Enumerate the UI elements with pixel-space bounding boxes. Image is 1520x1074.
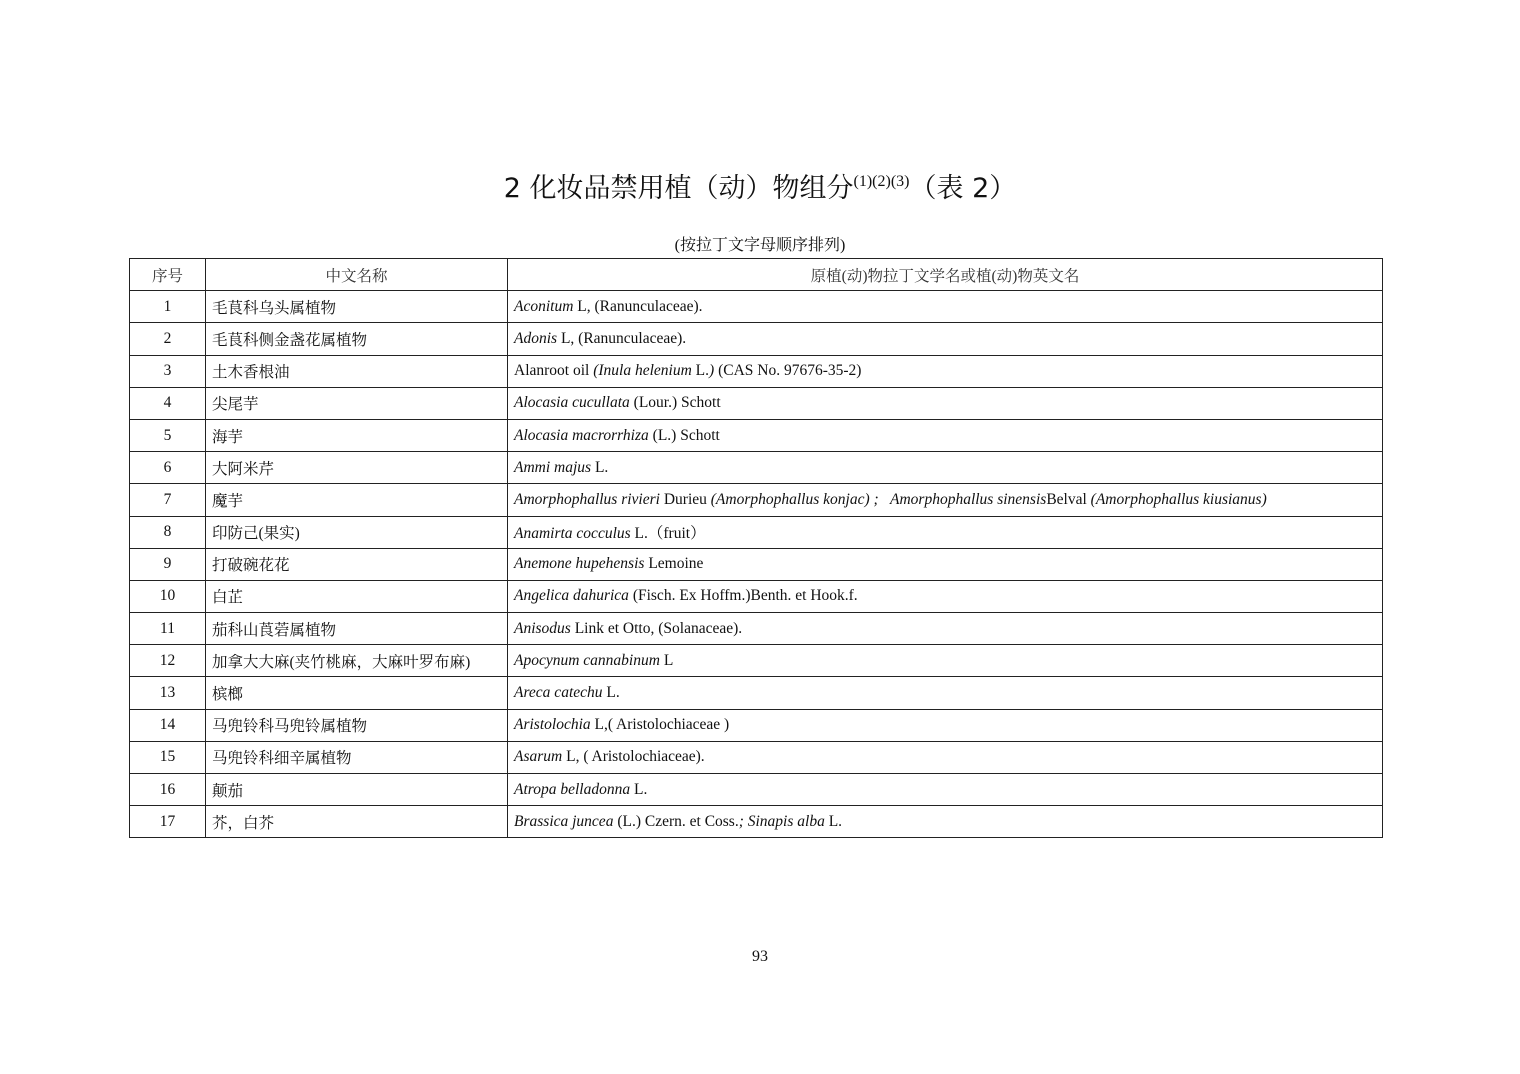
row-chinese-name: 毛茛科乌头属植物 <box>206 291 508 323</box>
latin-segment: Durieu <box>659 490 711 508</box>
document-title <box>0 166 1520 205</box>
row-serial-number: 14 <box>130 709 206 741</box>
row-serial-number: 13 <box>130 677 206 709</box>
row-chinese-name: 加拿大大麻(夹竹桃麻，大麻叶罗布麻) <box>206 645 508 677</box>
row-latin-name <box>508 323 1383 355</box>
row-latin-name <box>508 452 1383 484</box>
row-serial-number: 3 <box>130 355 206 387</box>
row-chinese-name: 芥，白芥 <box>206 806 508 838</box>
table-row <box>130 741 1383 773</box>
latin-italic-segment: Atropa belladonna <box>514 780 631 798</box>
row-serial-number: 4 <box>130 387 206 419</box>
latin-italic-segment: Asarum <box>514 748 563 766</box>
latin-segment: (CAS No. 97676-35-2) <box>714 362 862 380</box>
row-chinese-name: 印防己(果实) <box>206 516 508 548</box>
latin-segment: L. <box>602 684 620 702</box>
latin-segment: (Lour.) Schott <box>629 394 721 412</box>
row-chinese-name: 槟榔 <box>206 677 508 709</box>
latin-italic-segment: Anemone hupehensis <box>514 555 645 573</box>
latin-segment: (L.) Schott <box>648 426 720 444</box>
title-footnote-refs: (1)(2)(3) <box>853 173 910 190</box>
row-serial-number: 2 <box>130 323 206 355</box>
row-latin-name <box>508 516 1383 548</box>
latin-italic-segment: Brassica juncea <box>514 812 614 830</box>
latin-segment: L. <box>591 458 609 476</box>
row-chinese-name: 茄科山莨菪属植物 <box>206 613 508 645</box>
row-serial-number: 7 <box>130 484 206 516</box>
table-row <box>130 419 1383 451</box>
table-row <box>130 484 1383 516</box>
latin-segment: L, ( Aristolochiaceae). <box>562 748 705 766</box>
latin-italic-segment: Aconitum <box>514 297 574 315</box>
table-row <box>130 774 1383 806</box>
row-latin-name <box>508 645 1383 677</box>
row-chinese-name: 海芋 <box>206 419 508 451</box>
row-latin-name <box>508 291 1383 323</box>
table-row <box>130 645 1383 677</box>
latin-segment: Belval <box>1046 490 1091 508</box>
table-body <box>130 291 1383 838</box>
row-chinese-name: 马兜铃科细辛属植物 <box>206 741 508 773</box>
row-serial-number: 16 <box>130 774 206 806</box>
row-serial-number: 12 <box>130 645 206 677</box>
title-suffix: （表 2） <box>909 173 1017 204</box>
table-row <box>130 355 1383 387</box>
table-row <box>130 291 1383 323</box>
latin-segment: (Fisch. Ex Hoffm.)Benth. et Hook.f. <box>628 587 858 605</box>
row-latin-name <box>508 613 1383 645</box>
row-chinese-name: 打破碗花花 <box>206 548 508 580</box>
latin-italic-segment: Angelica dahurica <box>514 587 629 605</box>
latin-italic-segment: Apocynum cannabinum <box>514 651 660 669</box>
latin-italic-segment: Alocasia cucullata <box>514 394 630 412</box>
latin-segment: L. <box>630 780 648 798</box>
latin-italic-segment: Anamirta cocculus <box>514 525 631 543</box>
latin-segment: L,( Aristolochiaceae ) <box>590 716 730 734</box>
latin-italic-segment: ; Sinapis alba <box>738 812 825 830</box>
table-row <box>130 580 1383 612</box>
latin-italic-segment: (Amorphophallus konjac) ; Amorphophallus sinensis <box>710 490 1047 508</box>
table-row <box>130 548 1383 580</box>
latin-italic-segment: Anisodus <box>514 619 571 637</box>
latin-segment: Link et Otto, (Solanaceae). <box>570 619 743 637</box>
table-row <box>130 806 1383 838</box>
header-serial-number: 序号 <box>130 259 206 291</box>
latin-segment: L, (Ranunculaceae). <box>573 297 703 315</box>
banned-plant-table <box>129 258 1383 838</box>
row-chinese-name: 马兜铃科马兜铃属植物 <box>206 709 508 741</box>
row-serial-number: 5 <box>130 419 206 451</box>
row-chinese-name: 尖尾芋 <box>206 387 508 419</box>
header-latin-name: 原植(动)物拉丁文学名或植(动)物英文名 <box>508 259 1383 291</box>
latin-segment: L.（fruit） <box>630 525 706 543</box>
latin-italic-segment: ) <box>709 362 715 380</box>
latin-italic-segment: (Amorphophallus kiusianus) <box>1090 490 1267 508</box>
table-row <box>130 613 1383 645</box>
latin-italic-segment: Amorphophallus rivieri <box>514 490 660 508</box>
row-latin-name <box>508 419 1383 451</box>
table-row <box>130 323 1383 355</box>
table-row <box>130 516 1383 548</box>
row-serial-number: 6 <box>130 452 206 484</box>
row-serial-number: 9 <box>130 548 206 580</box>
table-row <box>130 677 1383 709</box>
latin-italic-segment: Areca catechu <box>514 684 603 702</box>
row-serial-number: 17 <box>130 806 206 838</box>
row-latin-name <box>508 387 1383 419</box>
row-latin-name <box>508 484 1383 516</box>
latin-segment: L <box>659 651 674 669</box>
row-chinese-name: 颠茄 <box>206 774 508 806</box>
table-row <box>130 387 1383 419</box>
row-serial-number: 15 <box>130 741 206 773</box>
row-latin-name <box>508 548 1383 580</box>
latin-segment: L. <box>691 362 710 380</box>
table-header-row <box>130 259 1383 291</box>
latin-italic-segment: Adonis <box>514 329 558 347</box>
row-latin-name <box>508 774 1383 806</box>
table-row <box>130 709 1383 741</box>
latin-italic-segment: Alocasia macrorrhiza <box>514 426 649 444</box>
row-latin-name <box>508 580 1383 612</box>
latin-segment: Lemoine <box>644 555 704 573</box>
row-serial-number: 11 <box>130 613 206 645</box>
row-serial-number: 1 <box>130 291 206 323</box>
latin-segment: L, (Ranunculaceae). <box>557 329 687 347</box>
title-main: 2 化妆品禁用植（动）物组分 <box>503 173 854 204</box>
row-chinese-name: 土木香根油 <box>206 355 508 387</box>
table-row <box>130 452 1383 484</box>
row-chinese-name: 魔芋 <box>206 484 508 516</box>
latin-segment: Alanroot oil <box>514 362 594 380</box>
header-chinese-name: 中文名称 <box>206 259 508 291</box>
latin-italic-segment: (Inula helenium <box>593 362 692 380</box>
row-latin-name <box>508 677 1383 709</box>
row-serial-number: 8 <box>130 516 206 548</box>
page-number: 93 <box>752 948 768 965</box>
latin-segment: L. <box>824 812 843 830</box>
row-latin-name <box>508 806 1383 838</box>
document-subtitle: (按拉丁文字母顺序排列) <box>674 237 846 254</box>
row-chinese-name: 白芷 <box>206 580 508 612</box>
row-latin-name <box>508 709 1383 741</box>
row-chinese-name: 大阿米芹 <box>206 452 508 484</box>
latin-italic-segment: Aristolochia <box>514 716 591 734</box>
row-serial-number: 10 <box>130 580 206 612</box>
row-chinese-name: 毛茛科侧金盏花属植物 <box>206 323 508 355</box>
row-latin-name <box>508 741 1383 773</box>
latin-segment: (L.) Czern. et Coss. <box>613 812 739 830</box>
row-latin-name <box>508 355 1383 387</box>
latin-italic-segment: Ammi majus <box>514 458 592 476</box>
